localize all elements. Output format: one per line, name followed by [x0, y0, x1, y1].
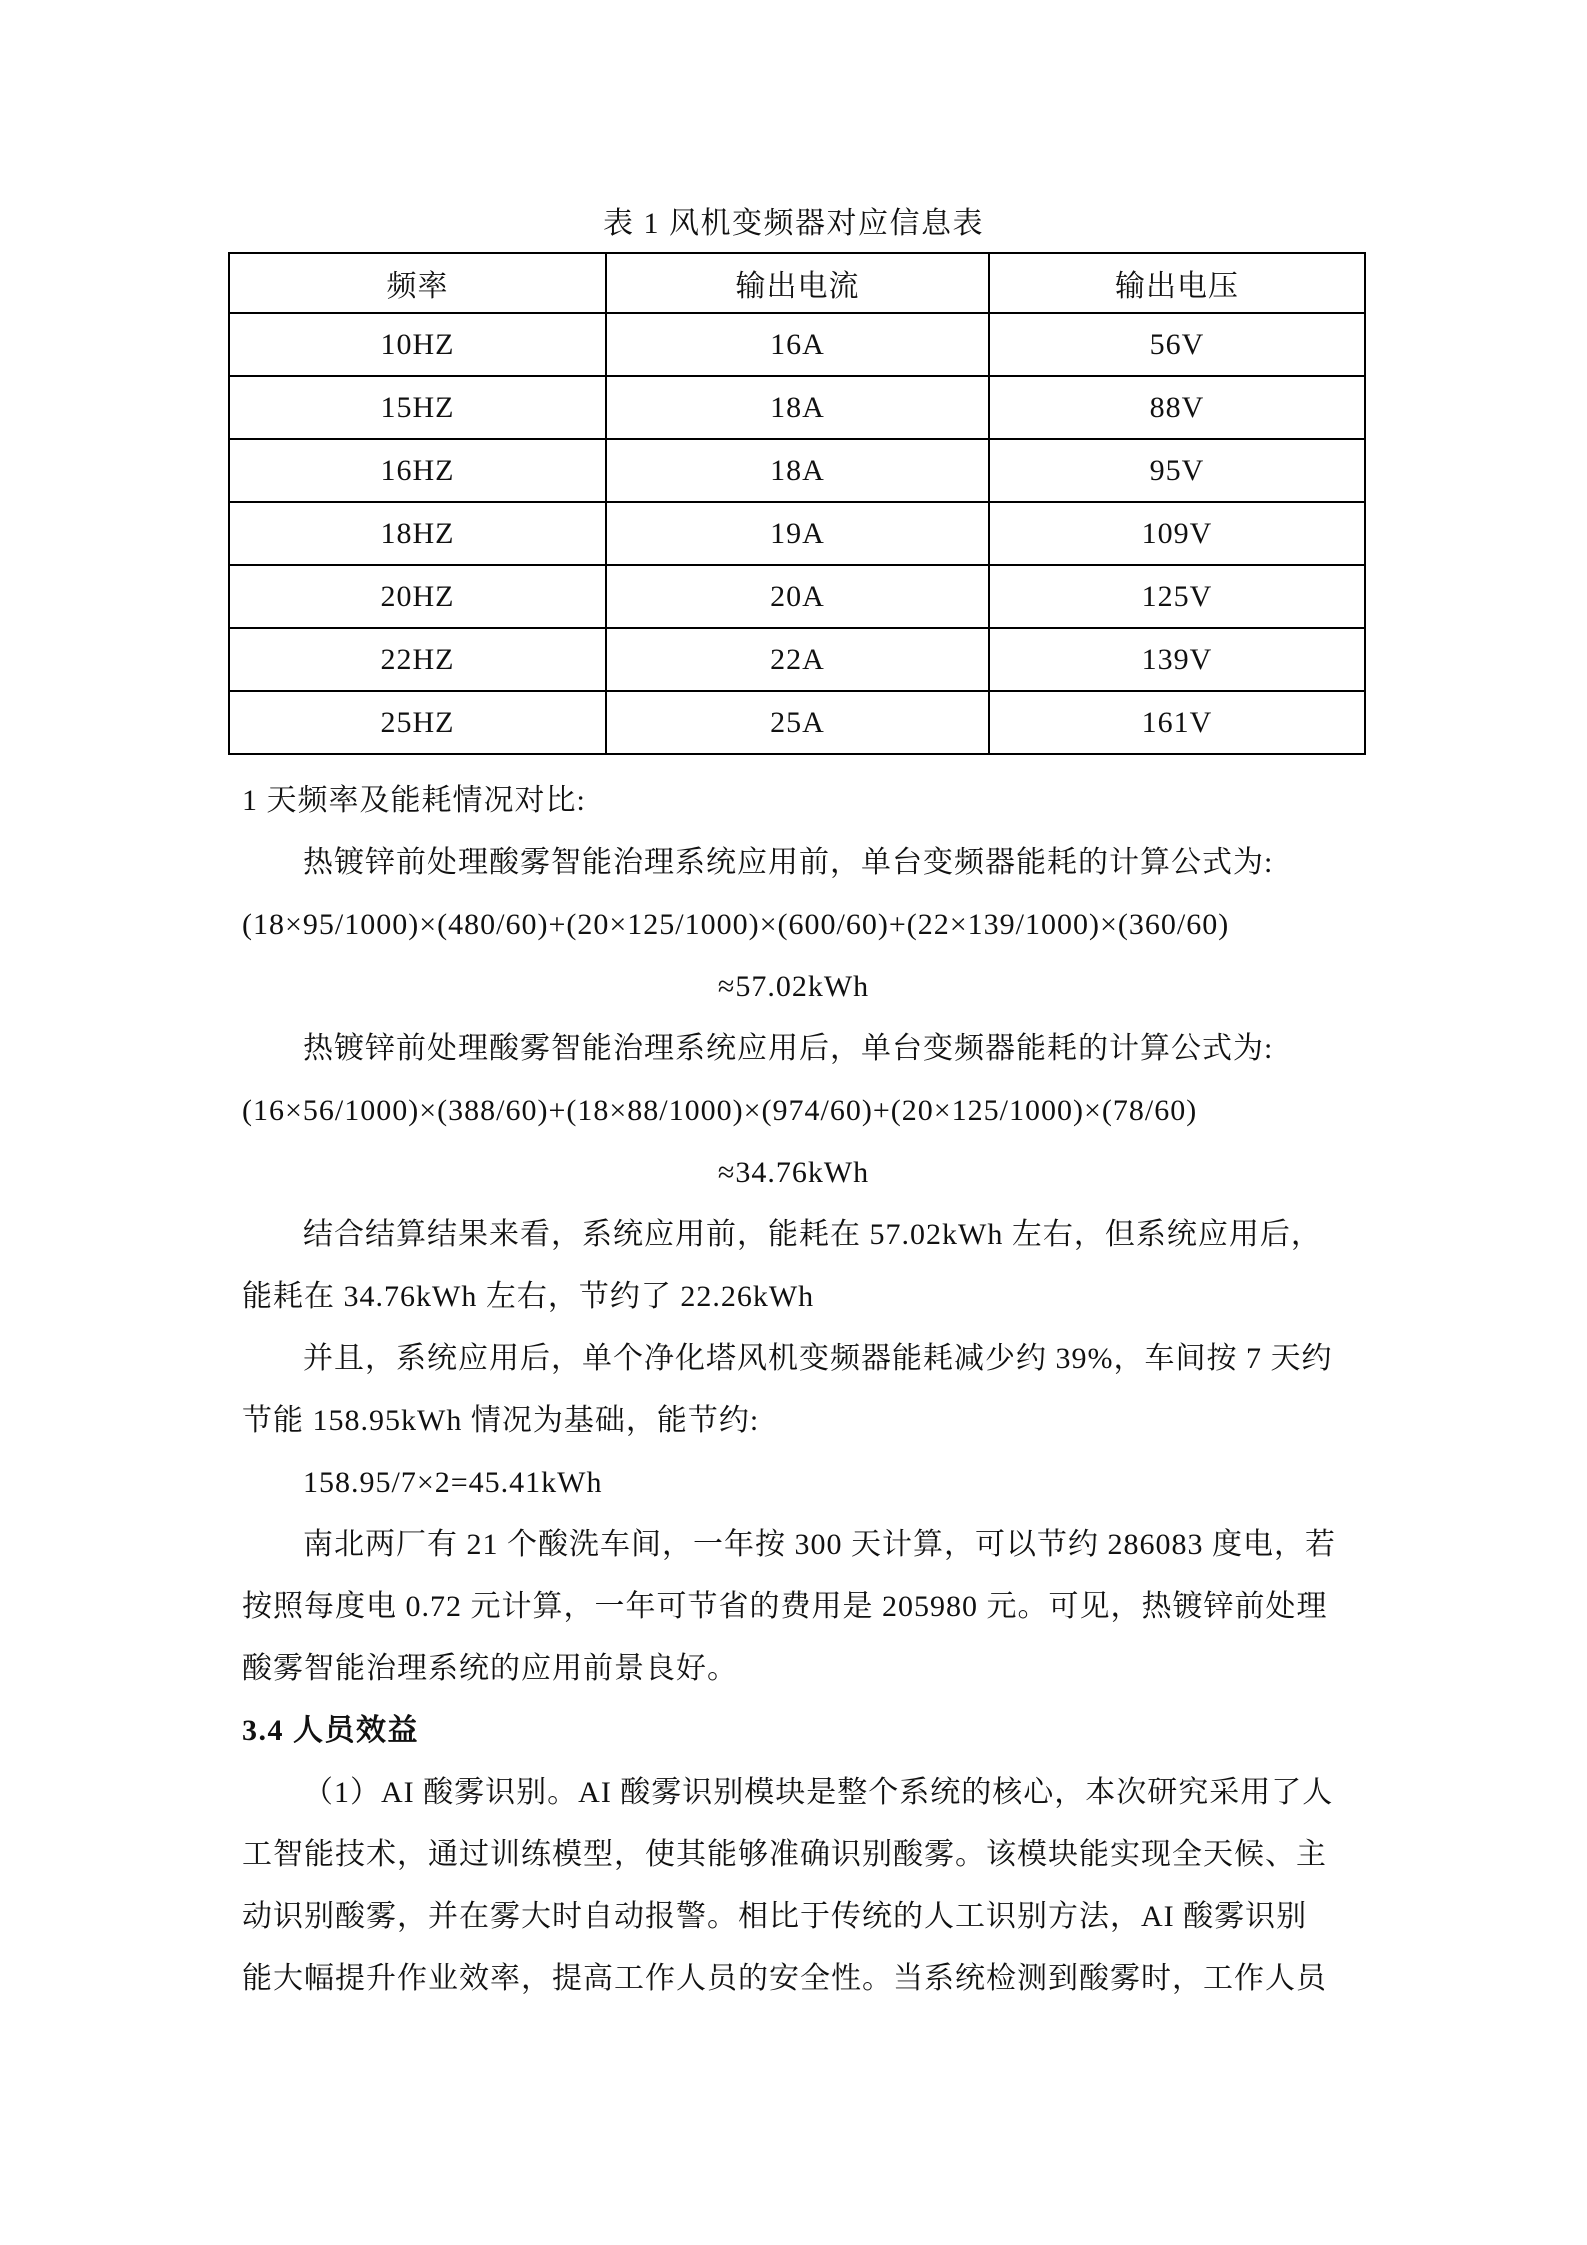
section-heading: 3.4 人员效益: [242, 1714, 419, 1747]
column-header: 输出电压: [989, 253, 1365, 313]
table-cell: 25HZ: [229, 691, 606, 754]
table-row: [229, 691, 1365, 754]
table-cell: 22A: [606, 628, 989, 691]
table-row: [229, 565, 1365, 628]
table-cell: 18A: [606, 376, 989, 439]
table-cell: 16A: [606, 313, 989, 376]
text-line: 按照每度电 0.72 元计算，一年可节省的费用是 205980 元。可见，热镀锌前处理: [242, 1590, 1328, 1623]
text-line: （1）AI 酸雾识别。AI 酸雾识别模块是整个系统的核心，本次研究采用了人: [303, 1776, 1334, 1809]
text-line: 节能 158.95kWh 情况为基础，能节约:: [242, 1404, 760, 1437]
table-cell: 20HZ: [229, 565, 606, 628]
table-cell: 56V: [989, 313, 1365, 376]
table-cell: 95V: [989, 439, 1365, 502]
table-row: [229, 628, 1365, 691]
text-line: 并且，系统应用后，单个净化塔风机变频器能耗减少约 39%，车间按 7 天约: [303, 1342, 1333, 1375]
table-cell: 139V: [989, 628, 1365, 691]
table-cell: 19A: [606, 502, 989, 565]
text-line: 结合结算结果来看，系统应用前，能耗在 57.02kWh 左右，但系统应用后，: [303, 1218, 1322, 1251]
table-cell: 88V: [989, 376, 1365, 439]
table-cell: 22HZ: [229, 628, 606, 691]
body-text: [242, 770, 1345, 2010]
text-line: 南北两厂有 21 个酸洗车间，一年按 300 天计算，可以节约 286083 度电，若: [303, 1528, 1336, 1561]
table-cell: 20A: [606, 565, 989, 628]
table-cell: 18A: [606, 439, 989, 502]
table-cell: 161V: [989, 691, 1365, 754]
text-line: 1 天频率及能耗情况对比:: [242, 784, 586, 817]
table-cell: 18HZ: [229, 502, 606, 565]
text-line: 酸雾智能治理系统的应用前景良好。: [242, 1652, 738, 1685]
column-header: 输出电流: [606, 253, 989, 313]
table-cell: 109V: [989, 502, 1365, 565]
table-header-row: [229, 253, 1365, 313]
text-line: (18×95/1000)×(480/60)+(20×125/1000)×(600/60)+(22×139/1000)×(360/60): [242, 908, 1230, 941]
table-cell: 16HZ: [229, 439, 606, 502]
text-line: ≈34.76kWh: [717, 1156, 870, 1189]
table-body: [229, 313, 1365, 754]
text-line: 动识别酸雾，并在雾大时自动报警。相比于传统的人工识别方法，AI 酸雾识别: [242, 1900, 1308, 1933]
text-line: 158.95/7×2=45.41kWh: [303, 1466, 603, 1499]
text-line: 能耗在 34.76kWh 左右，节约了 22.26kWh: [242, 1280, 815, 1313]
fan-inverter-info-table: [228, 252, 1366, 755]
table-cell: 25A: [606, 691, 989, 754]
text-line: (16×56/1000)×(388/60)+(18×88/1000)×(974/60)+(20×125/1000)×(78/60): [242, 1094, 1198, 1127]
text-line: 工智能技术，通过训练模型，使其能够准确识别酸雾。该模块能实现全天候、主: [242, 1838, 1327, 1871]
table-row: [229, 439, 1365, 502]
table-cell: 125V: [989, 565, 1365, 628]
text-line: 热镀锌前处理酸雾智能治理系统应用前，单台变频器能耗的计算公式为:: [303, 846, 1274, 879]
table-cell: 15HZ: [229, 376, 606, 439]
text-line: 能大幅提升作业效率，提高工作人员的安全性。当系统检测到酸雾时，工作人员: [242, 1962, 1327, 1995]
table-caption: 表 1 风机变频器对应信息表: [603, 207, 984, 240]
table-row: [229, 376, 1365, 439]
column-header: 频率: [229, 253, 606, 313]
table-row: [229, 502, 1365, 565]
text-line: 热镀锌前处理酸雾智能治理系统应用后，单台变频器能耗的计算公式为:: [303, 1032, 1274, 1065]
table-row: [229, 313, 1365, 376]
text-line: ≈57.02kWh: [717, 970, 870, 1003]
table-cell: 10HZ: [229, 313, 606, 376]
